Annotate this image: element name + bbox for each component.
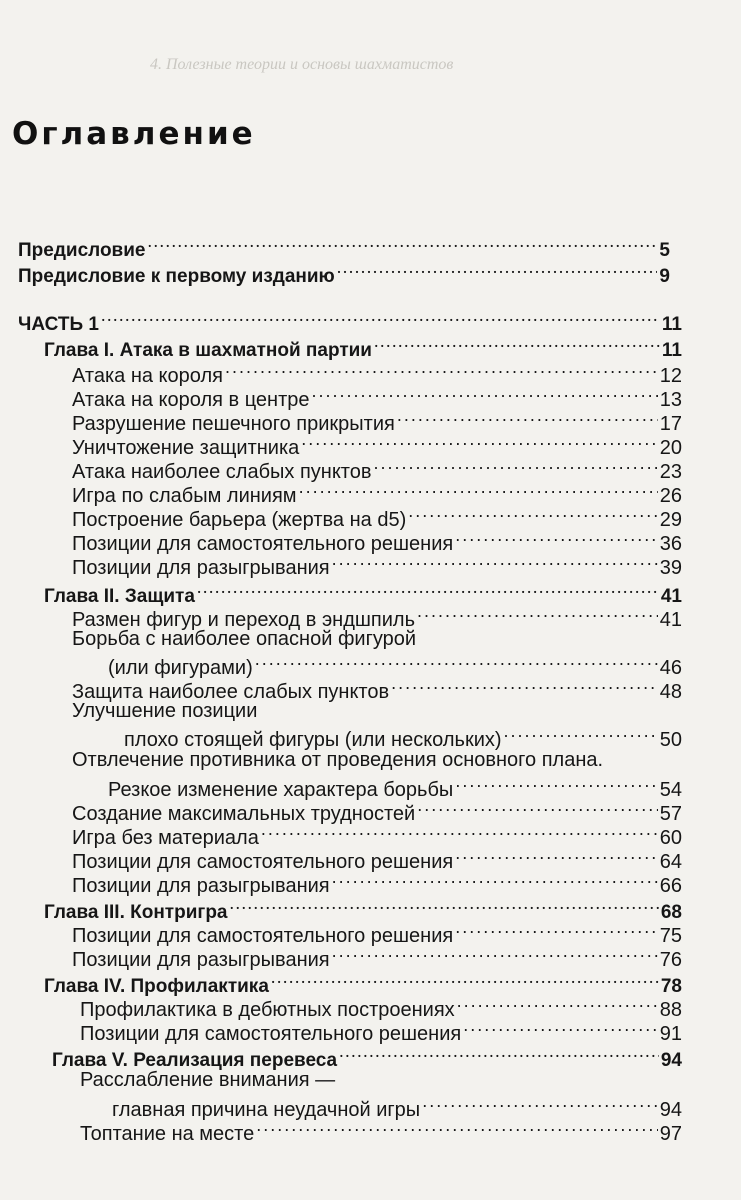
toc-page-number: 48: [659, 681, 682, 703]
toc-entry-label: Атака на короля: [72, 365, 223, 387]
toc-page-number: 60: [659, 827, 682, 849]
toc-page-number: 68: [660, 902, 682, 923]
toc-entry-label[interactable]: Улучшение позиции: [72, 700, 258, 722]
toc-entry-label: Глава II. Защита: [44, 586, 195, 607]
toc-entry-label[interactable]: Борьба с наиболее опасной фигурой: [72, 628, 417, 650]
toc-entry-label: Защита наиболее слабых пунктов: [72, 681, 390, 703]
toc-page-number: 57: [659, 803, 682, 825]
toc-entry-label: Разрушение пешечного прикрытия: [72, 413, 395, 435]
toc-entry-label: Позиции для разыгрывания: [72, 949, 330, 971]
dot-leader: [271, 968, 659, 992]
dot-leader: [455, 844, 658, 868]
dot-leader: [455, 918, 658, 942]
faded-running-head: 4. Полезные теории и основы шахматистов: [150, 56, 454, 73]
dot-leader: [455, 772, 657, 796]
toc-page-number: 13: [659, 389, 682, 411]
dot-leader: [332, 868, 658, 892]
toc-entry-label: Глава III. Контригра: [44, 902, 228, 923]
toc-entry-label: ЧАСТЬ 1: [18, 314, 99, 335]
toc-entry-label: Глава I. Атака в шахматной партии: [44, 340, 372, 361]
toc-page-number: 76: [659, 949, 682, 971]
dot-leader: [417, 602, 658, 626]
toc-page-number: 64: [659, 851, 682, 873]
toc-page-number: 94: [659, 1099, 682, 1121]
dot-leader: [504, 722, 658, 746]
dot-leader: [417, 796, 658, 820]
dot-leader: [374, 454, 658, 478]
toc-page-number: 20: [659, 437, 682, 459]
toc-entry-label: плохо стоящей фигуры (или нескольких): [124, 729, 502, 751]
toc-entry-label: Позиции для разыгрывания: [72, 557, 330, 579]
toc-page-number: 97: [659, 1123, 682, 1145]
toc-page-number: 78: [660, 976, 682, 997]
toc-page-number: 5: [659, 240, 670, 261]
dot-leader: [463, 1016, 658, 1040]
dot-leader: [301, 430, 657, 454]
toc-entry-label: Позиции для разыгрывания: [72, 875, 330, 897]
toc-page-number: 94: [660, 1050, 682, 1071]
toc-entry-label: (или фигурами): [108, 657, 253, 679]
dot-leader: [299, 478, 658, 502]
dot-leader: [332, 942, 658, 966]
toc-page-number: 12: [659, 365, 682, 387]
toc-entry-label: Позиции для самостоятельного решения: [72, 925, 454, 947]
toc-entry-label: Предисловие к первому изданию: [18, 266, 335, 287]
toc-entry-label: Атака наиболее слабых пунктов: [72, 461, 372, 483]
toc-page-number: 91: [659, 1023, 682, 1045]
dot-leader: [455, 526, 658, 550]
toc-page-number: 41: [659, 609, 682, 631]
dot-leader: [230, 894, 659, 918]
toc-page-number: 50: [659, 729, 682, 751]
dot-leader: [261, 820, 658, 844]
toc-entry-label: Предисловие: [18, 240, 146, 261]
toc-page-number: 41: [660, 586, 682, 607]
toc-page-number: 9: [659, 266, 670, 287]
toc-page-number: 46: [659, 657, 682, 679]
toc-entry-label: Топтание на месте: [80, 1123, 255, 1145]
toc-entry-label[interactable]: Отвлечение противника от проведения основного плана.: [72, 749, 604, 771]
toc-entry-label: Резкое изменение характера борьбы: [108, 779, 454, 801]
dot-leader: [332, 550, 658, 574]
toc-entry[interactable]: [72, 550, 682, 580]
toc-entry-label: Атака на короля в центре: [72, 389, 310, 411]
dot-leader: [255, 650, 658, 674]
toc-page-number: 17: [659, 413, 682, 435]
dot-leader: [397, 406, 658, 430]
dot-leader: [148, 232, 658, 256]
toc-page-number: 11: [661, 314, 682, 335]
dot-leader: [422, 1092, 658, 1116]
toc-page-number: 26: [659, 485, 682, 507]
toc-entry-label: Позиции для самостоятельного решения: [72, 851, 454, 873]
toc-entry-label: Позиции для самостоятельного решения: [80, 1023, 462, 1045]
toc-entry-label: Создание максимальных трудностей: [72, 803, 416, 825]
dot-leader: [457, 992, 658, 1016]
toc-entry-first-edition-preface[interactable]: [18, 258, 670, 289]
toc-entry-label: Игра без материала: [72, 827, 259, 849]
toc-page-number: 54: [659, 779, 682, 801]
dot-leader: [374, 332, 660, 356]
toc-page-number: 88: [659, 999, 682, 1021]
toc-page-number: 36: [659, 533, 682, 555]
toc-entry-label: Позиции для самостоятельного решения: [72, 533, 454, 555]
toc-entry-label: Размен фигур и переход в эндшпиль: [72, 609, 416, 631]
toc-page-number: 75: [659, 925, 682, 947]
dot-leader: [225, 358, 658, 382]
toc-entry-label: Глава IV. Профилактика: [44, 976, 269, 997]
dot-leader: [339, 1042, 659, 1066]
toc-entry-label[interactable]: Расслабление внимания —: [80, 1069, 336, 1091]
dot-leader: [337, 258, 658, 282]
toc-entry-label: Профилактика в дебютных построениях: [80, 999, 455, 1021]
dot-leader: [391, 674, 658, 698]
toc-entry-label: Игра по слабым линиям: [72, 485, 297, 507]
toc-page-number: 11: [661, 340, 682, 361]
toc-page-number: 29: [659, 509, 682, 531]
dot-leader: [256, 1116, 658, 1140]
toc-page-number: 66: [659, 875, 682, 897]
dot-leader: [101, 306, 660, 330]
toc-entry-label: Построение барьера (жертва на d5): [72, 509, 407, 531]
dot-leader: [312, 382, 658, 406]
toc-page-number: 23: [659, 461, 682, 483]
page-title: Оглавление: [12, 116, 256, 152]
dot-leader: [197, 578, 659, 602]
toc-entry-label: Глава V. Реализация перевеса: [52, 1050, 338, 1071]
toc-entry-label: Уничтожение защитника: [72, 437, 300, 459]
toc-page-number: 39: [659, 557, 682, 579]
toc-entry[interactable]: [80, 1116, 682, 1146]
toc-entry-label: главная причина неудачной игры: [112, 1099, 421, 1121]
dot-leader: [408, 502, 658, 526]
